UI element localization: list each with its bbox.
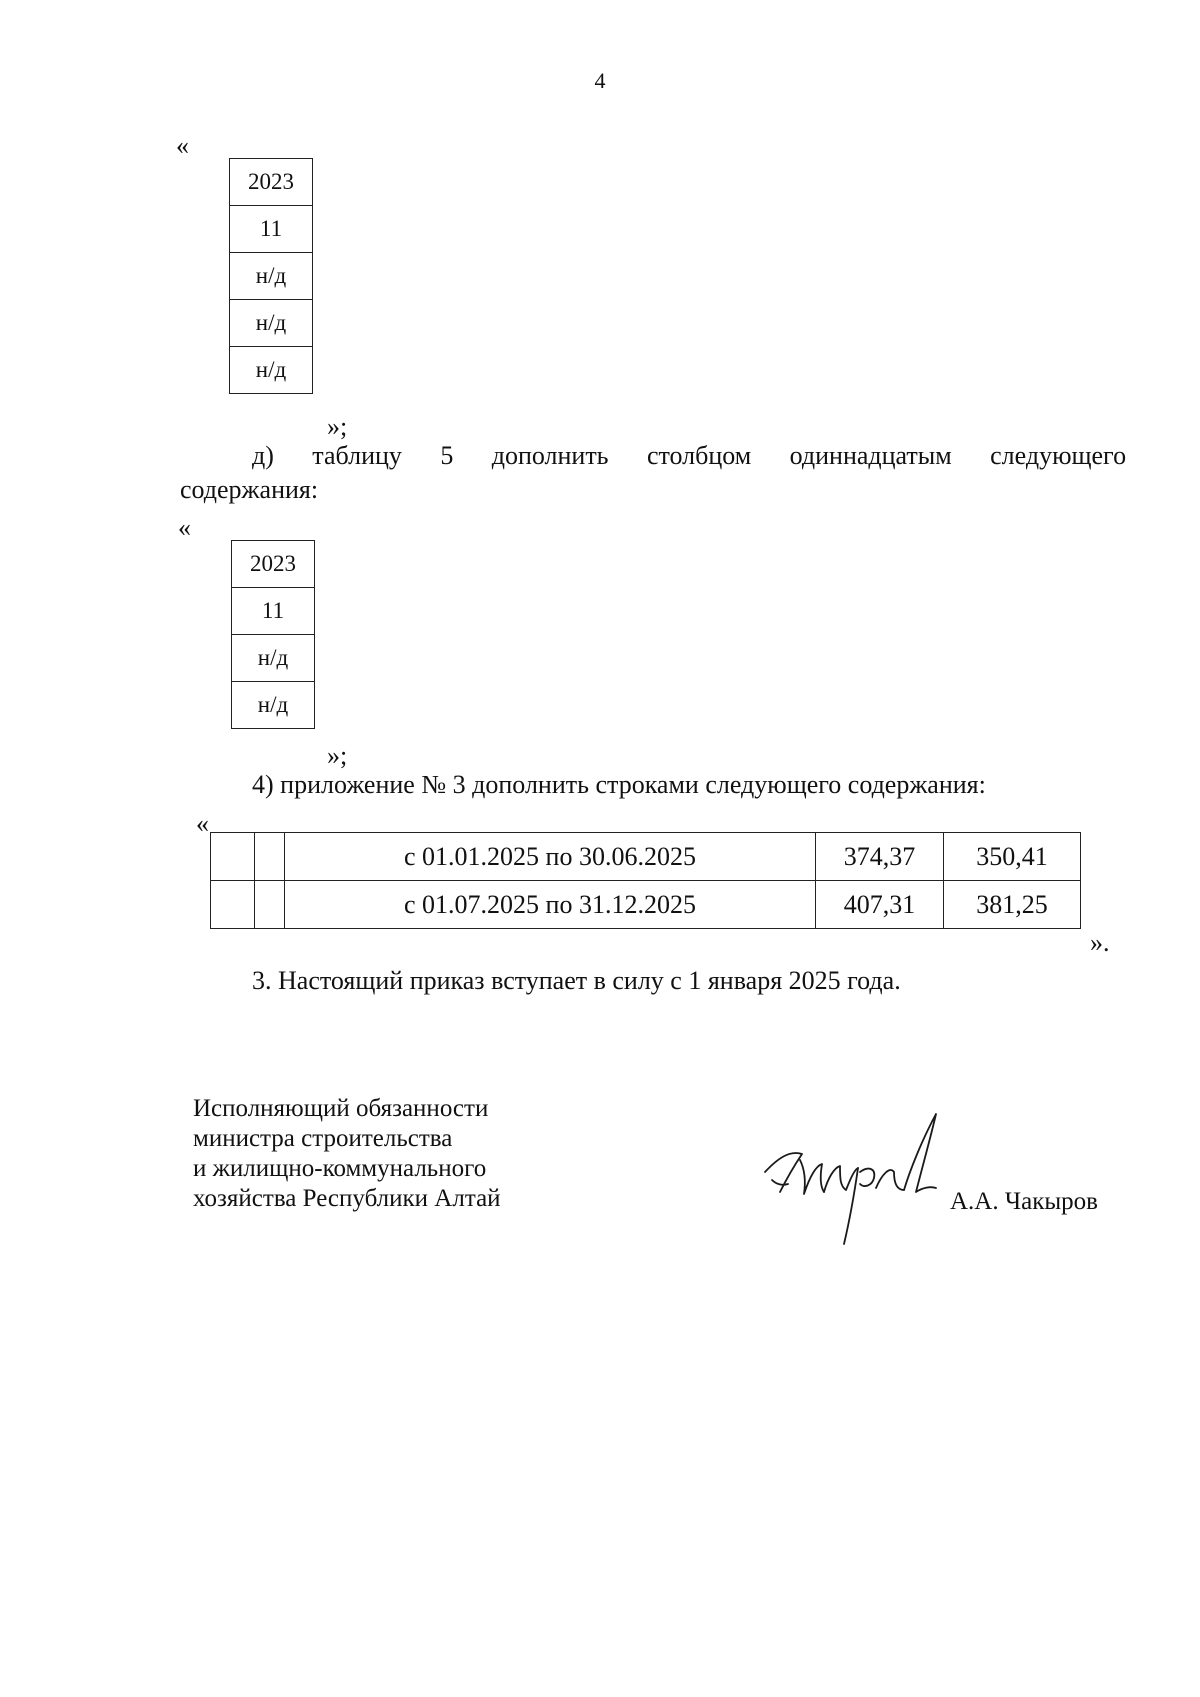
table-cell	[211, 881, 255, 929]
table-cell: 11	[232, 588, 315, 635]
table-cell: н/д	[230, 253, 313, 300]
page-number: 4	[594, 68, 606, 93]
table-cell	[255, 881, 285, 929]
item-d-word: следующего	[990, 441, 1127, 470]
signer-line: и жилищно-коммунального	[193, 1155, 487, 1182]
close-quote: »;	[327, 412, 348, 441]
table-cell: н/д	[230, 347, 313, 394]
period-cell: с 01.07.2025 по 31.12.2025	[285, 881, 816, 929]
value-cell: 381,25	[944, 881, 1081, 929]
item-d-word: 5	[440, 441, 454, 470]
period-cell: с 01.01.2025 по 30.06.2025	[285, 833, 816, 881]
column-table-d	[231, 540, 315, 729]
table-row	[211, 833, 1081, 881]
item-d-word: д)	[252, 441, 274, 470]
value-cell: 374,37	[816, 833, 944, 881]
table-cell: 2023	[230, 159, 313, 206]
open-quote: «	[178, 513, 191, 542]
table-cell: н/д	[232, 635, 315, 682]
item-d-line1	[252, 439, 1126, 473]
table-cell	[255, 833, 285, 881]
table-cell	[211, 833, 255, 881]
item-d-word: таблицу	[312, 441, 402, 470]
open-quote: «	[176, 131, 189, 160]
close-quote: ».	[1090, 928, 1110, 957]
table-cell: 11	[230, 206, 313, 253]
value-cell: 350,41	[944, 833, 1081, 881]
close-quote: »;	[327, 741, 348, 770]
table-cell: н/д	[232, 682, 315, 729]
signer-line: хозяйства Республики Алтай	[193, 1185, 501, 1212]
item-4: 4) приложение № 3 дополнить строками следующего содержания:	[252, 770, 986, 799]
item-d-word: столбцом	[646, 441, 752, 470]
table-row	[211, 881, 1081, 929]
signer-line: Исполняющий обязанности	[193, 1095, 489, 1122]
item-d-word: одиннадцатым	[789, 441, 952, 470]
handwritten-signature	[760, 1110, 960, 1250]
signer-title	[193, 1094, 501, 1214]
signer-line: министра строительства	[193, 1125, 453, 1152]
signer-name: А.А. Чакыров	[950, 1188, 1098, 1215]
rates-table	[210, 832, 1081, 929]
table-cell: н/д	[230, 300, 313, 347]
item-3: 3. Настоящий приказ вступает в силу с 1 января 2025 года.	[252, 966, 901, 995]
value-cell: 407,31	[816, 881, 944, 929]
item-d-line2: содержания:	[180, 475, 319, 504]
item-d-word: дополнить	[491, 441, 609, 470]
open-quote: «	[196, 809, 209, 838]
column-table-g	[229, 158, 313, 394]
table-cell: 2023	[232, 541, 315, 588]
